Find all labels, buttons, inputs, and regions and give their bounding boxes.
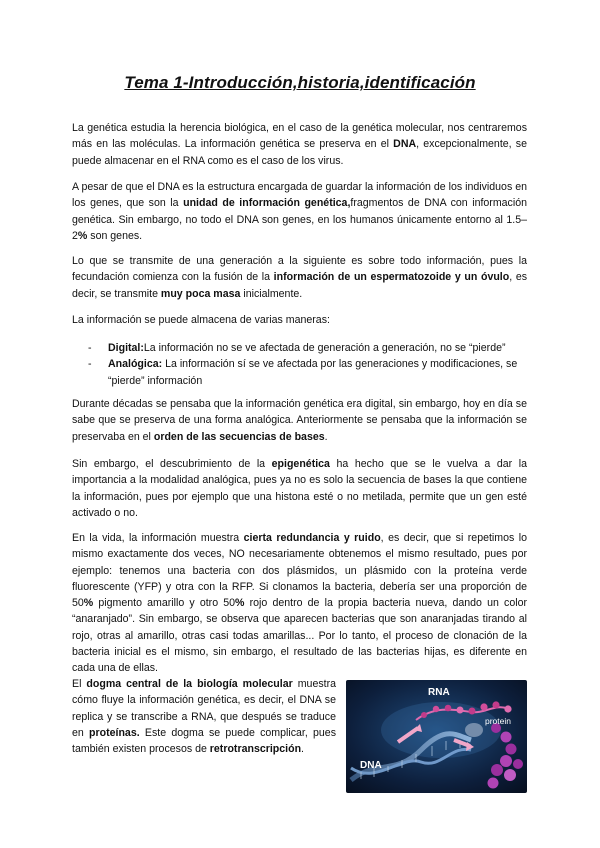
bold-dogma-central: dogma central de la biología molecular: [86, 678, 293, 690]
bold-retrotranscripcion: retrotranscripción: [209, 743, 302, 756]
paragraph-digital-analog: [72, 396, 527, 445]
text-run: En la vida, la información muestra: [72, 532, 244, 544]
text-run: .: [324, 430, 328, 443]
label-protein: protein: [485, 716, 511, 726]
bold-redundancia-ruido: cierta redundancia y ruido: [243, 532, 381, 544]
text-run: Durante décadas se pensaba que la información genética era digital, sin embargo, hoy en día se sabe que se preserva de una forma analógica. Anteriormente se pensaba que la información se preservaba en el: [72, 398, 527, 443]
storage-types-list: [72, 340, 527, 389]
list-item-digital: [72, 340, 527, 356]
bold-poca-masa: muy poca masa: [160, 287, 241, 300]
paragraph-genes: [72, 179, 527, 244]
text-run: rojo dentro de la propia bacteria nueva, dando un color “anaranjado”. Sin embargo, se observa que aparecen bacterias que son anaranjadas tirando al rojo, otras al amarillo, otras casi todas amarillas... Por lo tanto, el proceso de clonación de la bacteria inicial es el mismo, sin embargo, el resultado de las bacterias hijas, es diferente en cada una de ellas.: [72, 597, 527, 675]
list-item-text: La información sí se ve afectada por las generaciones y modificaciones, se “pierde” información: [108, 358, 518, 387]
list-item-analogica: [72, 356, 527, 389]
bold-percent: %: [83, 597, 94, 610]
bold-percent: %: [235, 597, 245, 610]
text-run: La genética estudia la herencia biológica, en el caso de la genética molecular, nos centraremos más en las moléculas. La información genética se preserva en el: [72, 122, 527, 151]
text-run: pigmento amarillo y otro 50: [93, 597, 236, 610]
paragraph-genetics-intro: [72, 120, 527, 169]
text-run: inicialmente.: [240, 287, 303, 300]
text-run: muestra cómo fluye la información genética, es decir, el DNA se replica y se transcribe a RNA, que después se traduce en: [72, 678, 336, 739]
central-dogma-illustration: [346, 680, 527, 793]
text-run: Lo que se transmite de una generación a la siguiente es sobre todo información, pues la fecundación comienza con la fusión de la: [72, 255, 527, 284]
list-dash: -: [88, 358, 92, 371]
text-run: Este dogma se puede complicar, pues también existen procesos de: [72, 726, 336, 756]
bold-percent: %: [77, 229, 88, 242]
text-run: son genes.: [87, 229, 143, 242]
bold-dna: DNA: [393, 138, 417, 151]
label-dna: DNA: [360, 760, 382, 771]
list-item-text: La información no se ve afectada de generación a generación, no se “pierde”: [143, 342, 506, 354]
list-dash: -: [88, 342, 92, 354]
paragraph-transmission: [72, 253, 527, 302]
bold-unidad-informacion: unidad de información genética,: [183, 197, 351, 210]
paragraph-epigenetics: [72, 456, 527, 521]
text-run: A pesar de que el DNA es la estructura encargada de guardar la información de los individuos en los genes, que son la: [72, 181, 527, 210]
list-item-term: Analógica:: [108, 358, 163, 371]
ribosome-shape: [465, 723, 483, 737]
bold-espermatozoide-ovulo: información de un espermatozoide y un óvulo: [273, 271, 510, 284]
paragraph-central-dogma: [72, 676, 336, 757]
bold-epigenetica: epigenética: [271, 458, 330, 470]
text-run: , excepcionalmente, se puede almacenar en el RNA como es el caso de los virus.: [72, 138, 527, 167]
paragraph-redundancy-noise: [72, 530, 527, 677]
text-run: Sin embargo, el descubrimiento de la: [72, 458, 272, 470]
page-title: Tema 1-Introducción,historia,identificación: [124, 73, 476, 92]
text-run: El: [72, 678, 87, 690]
label-rna: RNA: [428, 687, 450, 698]
paragraph-storage-intro: La información se puede almacena de varias maneras:: [72, 314, 330, 326]
text-run: ha hecho que se le vuelva a dar la importancia a la modalidad analógica, pues ya no es solo la secuencia de bases la que contiene la información, pues por ejemplo que una histona esté o no metilada, permite que un gen esté activado o no.: [72, 458, 527, 519]
text-run: fragmentos de DNA con información genética. Sin embargo, no todo el DNA son genes, en los humanos únicamente entorno al 1.5–2: [72, 197, 527, 242]
text-run: .: [301, 743, 304, 756]
bold-secuencias-bases: orden de las secuencias de bases: [153, 430, 325, 443]
list-item-term: Digital:: [108, 342, 144, 354]
text-run: , es decir, se transmite: [72, 271, 528, 300]
text-run: , es decir, que si repetimos lo mismo exactamente dos veces, NO necesariamente obtenemos el mismo resultado, pues por ejemplo: tenemos una bacteria con dos plásmidos, un plásmido con la proteína verde fluorescente (YFP) y otra con la RFP. Si clonamos la bacteria, debería ser una proporción de 50: [72, 532, 527, 610]
bold-proteinas: proteínas.: [89, 726, 140, 739]
